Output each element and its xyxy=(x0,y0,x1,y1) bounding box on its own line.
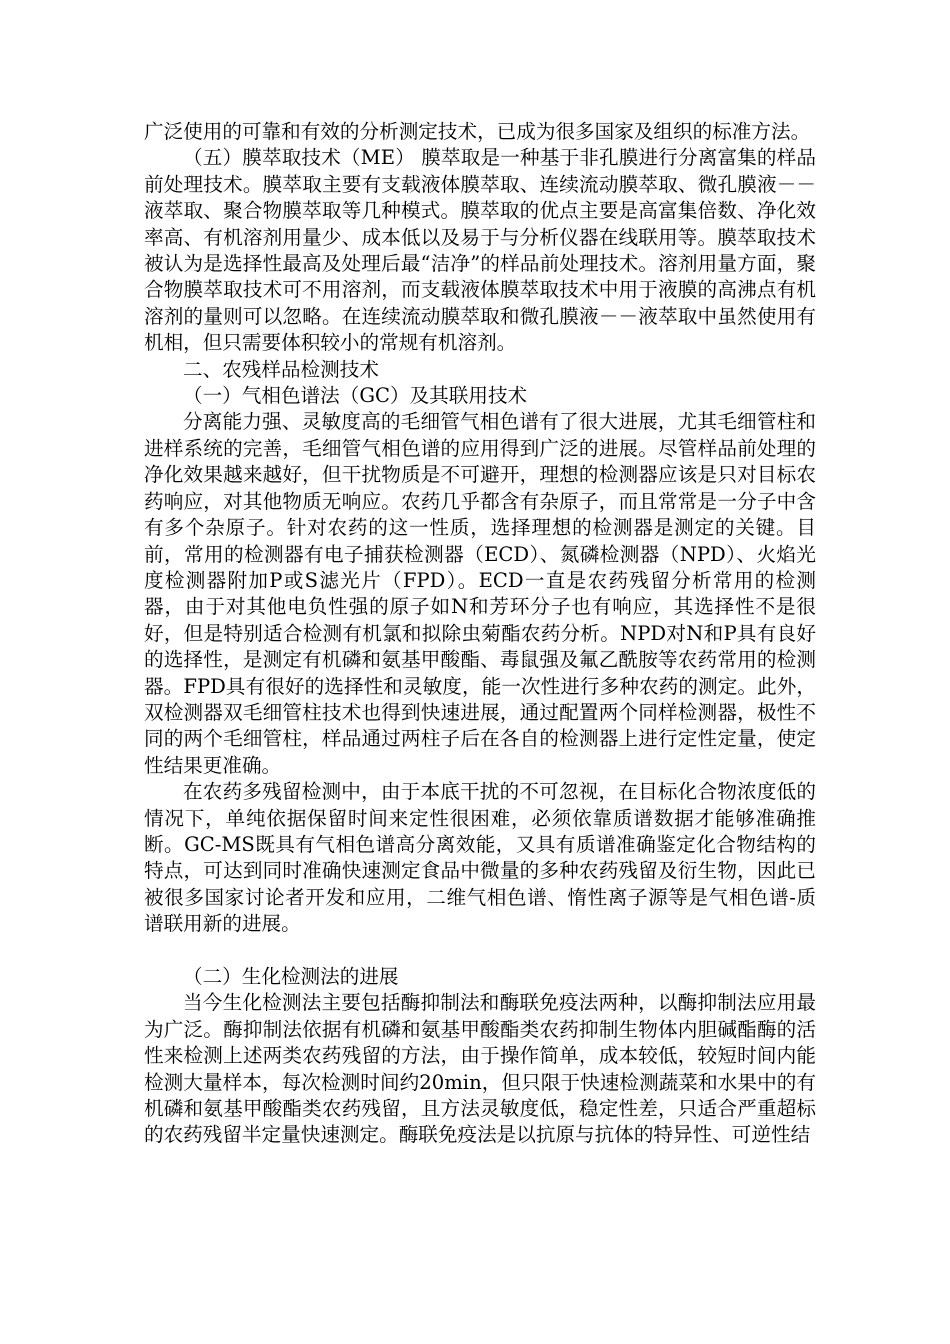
subsection-heading-gc: （一）气相色谱法（GC）及其联用技术 xyxy=(183,384,528,408)
paragraph-standard-methods: 广泛使用的可靠和有效的分析测定技术，已成为很多国家及组织的标准方法。 xyxy=(144,120,811,143)
paragraph-gc-ms: 在农药多残留检测中，由于本底干扰的不可忽视，在目标化合物浓度低的情况下，单纯依据保留时间来定性很困难，必须依靠质谱数据才能够准确推断。GC-MS既具有气相色谱高分离效能，又具有质谱准确鉴定化合物结构的特点，可达到同时准确快速测定食品中微量的多种农药残留及衍生物，因此已被很多国家讨论者开发和应用，二维气相色谱、惰性离子源等是气相色谱-质谱联用新的进展。 xyxy=(144,780,816,936)
section-heading-detection: 二、农残样品检测技术 xyxy=(183,357,379,381)
paragraph-gc-detectors: 分离能力强、灵敏度高的毛细管气相色谱有了很大进展，尤其毛细管柱和进样系统的完善，毛细管气相色谱的应用得到广泛的进展。尽管样品前处理的净化效果越来越好，但干扰物质是不可避开，理想的检测器应该是只对目标农药响应，对其他物质无响应。农药几乎都含有杂原子，而且常常是一分子中含有多个杂原子。针对农药的这一性质，选择理想的检测器是测定的关键。目前，常用的检测器有电子捕获检测器（ECD）、氮磷检测器（NPD）、火焰光度检测器附加P或S滤光片（FPD）。ECD一直是农药残留分析常用的检测器，由于对其他电负性强的原子如N和芳环分子也有响应，其选择性不是很好，但是特别适合检测有机氯和拟除虫菊酯农药分析。NPD对N和P具有良好的选择性，是测定有机磷和氨基甲酸酯、毒鼠强及氟乙酰胺等农药常用的检测器。FPD具有很好的选择性和灵敏度，能一次性进行多种农药的测定。此外，双检测器双毛细管柱技术也得到快速进展，通过配置两个同样检测器，极性不同的两个毛细管柱，样品通过两柱子后在各自的检测器上进行定性定量，使定性结果更准确。 xyxy=(144,410,816,777)
subsection-heading-biochemical: （二）生化检测法的进展 xyxy=(183,964,399,988)
paragraph-gap xyxy=(144,938,816,964)
paragraph-biochemical-methods: 当今生化检测法主要包括酶抑制法和酶联免疫法两种，以酶抑制法应用最为广泛。酶抑制法依据有机磷和氨基甲酸酯类农药抑制生物体内胆碱酯酶的活性来检测上述两类农药残留的方法，由于操作简单，成本较低，较短时间内能检测大量样本，每次检测时间约20min，但只限于快速检测蔬菜和水果中的有机磷和氨基甲酸酯类农药残留，且方法灵敏度低，稳定性差，只适合严重超标的农药残留半定量快速测定。酶联免疫法是以抗原与抗体的特异性、可逆性结 xyxy=(144,991,816,1147)
document-body xyxy=(144,119,816,1149)
paragraph-membrane-extraction: （五）膜萃取技术（ME） 膜萃取是一种基于非孔膜进行分离富集的样品前处理技术。膜萃取主要有支载液体膜萃取、连续流动膜萃取、微孔膜液－－液萃取、聚合物膜萃取等几种模式。膜萃取的优点主要是高富集倍数、净化效率高、有机溶剂用量少、成本低以及易于与分析仪器在线联用等。膜萃取技术被认为是选择性最高及处理后最“洁净”的样品前处理技术。溶剂用量方面，聚合物膜萃取技术可不用溶剂，而支载液体膜萃取技术中用于液膜的高沸点有机溶剂的量则可以忽略。在连续流动膜萃取和微孔膜液－－液萃取中虽然使用有机相，但只需要体积较小的常规有机溶剂。 xyxy=(144,146,816,355)
